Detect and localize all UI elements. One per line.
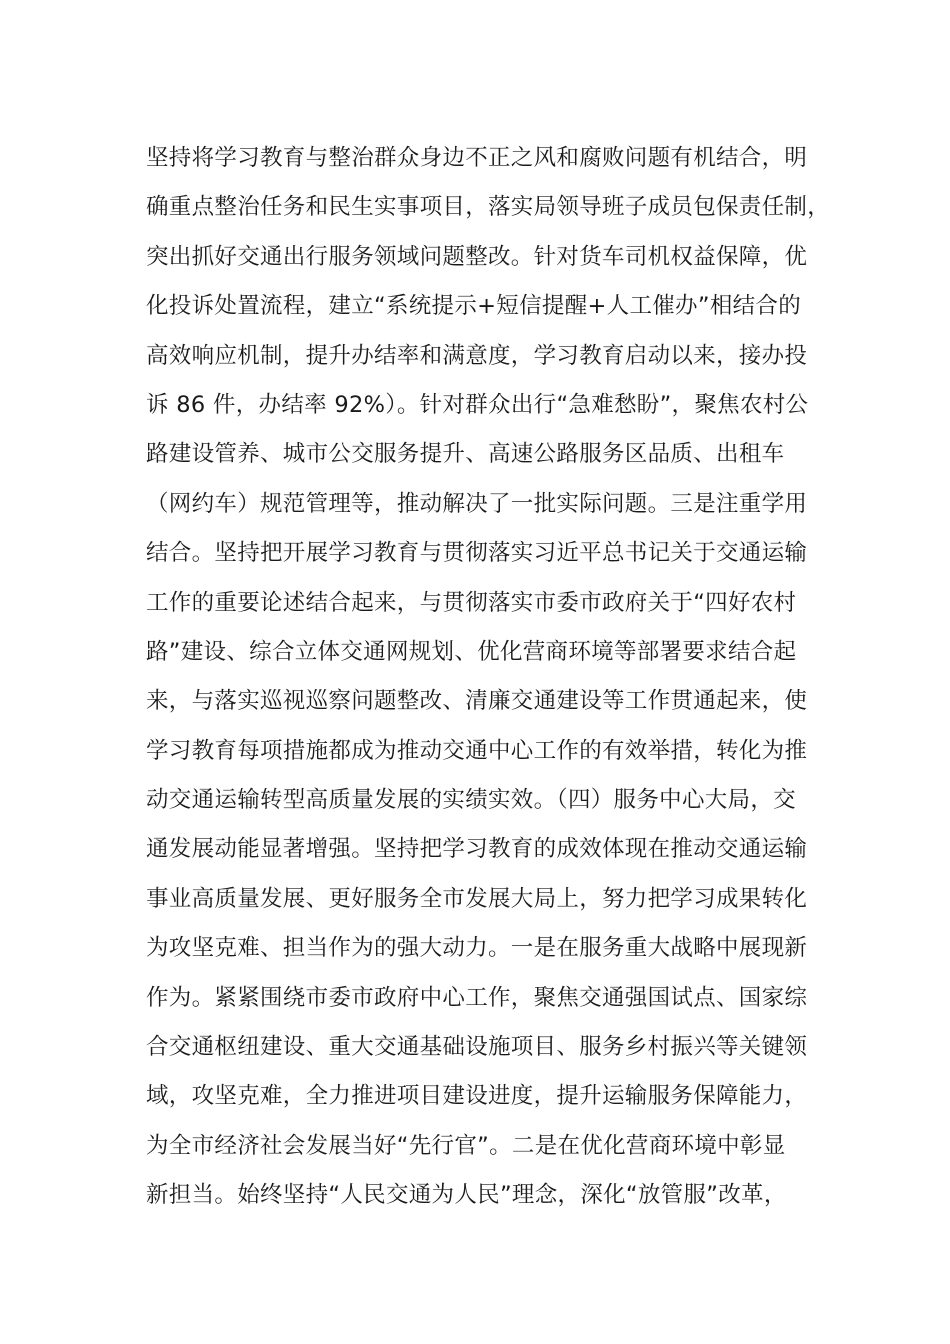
text-line: 学习教育每项措施都成为推动交通中心工作的有效举措，转化为推: [146, 737, 808, 764]
text-line: 化投诉处置流程，建立“系统提示+短信提醒+人工催办”相结合的: [146, 293, 802, 320]
text-line: （网约车）规范管理等，推动解决了一批实际问题。三是注重学用: [146, 490, 808, 517]
text-line: 诉 86 件，办结率 92%）。针对群众出行“急难愁盼”，聚焦农村公: [146, 391, 809, 418]
text-line: 路”建设、综合立体交通网规划、优化营商环境等部署要求结合起: [146, 638, 797, 665]
text-line: 高效响应机制，提升办结率和满意度，学习教育启动以来，接办投: [146, 342, 808, 369]
text-line: 动交通运输转型高质量发展的实绩实效。（四）服务中心大局，交: [146, 787, 796, 814]
text-line: 为全市经济社会发展当好“先行官”。二是在优化营商环境中彰显: [146, 1132, 786, 1159]
text-line: 新担当。始终坚持“人民交通为人民”理念，深化“放管服”改革，: [146, 1182, 787, 1209]
text-line: 路建设管养、城市公交服务提升、高速公路服务区品质、出租车: [146, 441, 785, 468]
text-line: 确重点整治任务和民生实事项目，落实局领导班子成员包保责任制，: [146, 194, 831, 221]
text-line: 结合。坚持把开展学习教育与贯彻落实习近平总书记关于交通运输: [146, 540, 808, 567]
text-line: 坚持将学习教育与整治群众身边不正之风和腐败问题有机结合，明: [146, 145, 808, 171]
text-line: 来，与落实巡视巡察问题整改、清廉交通建设等工作贯通起来，使: [146, 688, 808, 715]
text-line: 作为。紧紧围绕市委市政府中心工作，聚焦交通强国试点、国家综: [146, 984, 808, 1011]
text-line: 通发展动能显著增强。坚持把学习教育的成效体现在推动交通运输: [146, 836, 808, 863]
text-line: 域，攻坚克难，全力推进项目建设进度，提升运输服务保障能力，: [146, 1083, 808, 1110]
text-line: 工作的重要论述结合起来，与贯彻落实市委市政府关于“四好农村: [146, 589, 797, 616]
text-line: 突出抓好交通出行服务领域问题整改。针对货车司机权益保障，优: [146, 243, 808, 270]
text-line: 合交通枢纽建设、重大交通基础设施项目、服务乡村振兴等关键领: [146, 1034, 808, 1061]
body-text: [146, 134, 846, 1221]
text-line: 为攻坚克难、担当作为的强大动力。一是在服务重大战略中展现新: [146, 935, 808, 962]
text-line: 事业高质量发展、更好服务全市发展大局上，努力把学习成果转化: [146, 885, 808, 912]
